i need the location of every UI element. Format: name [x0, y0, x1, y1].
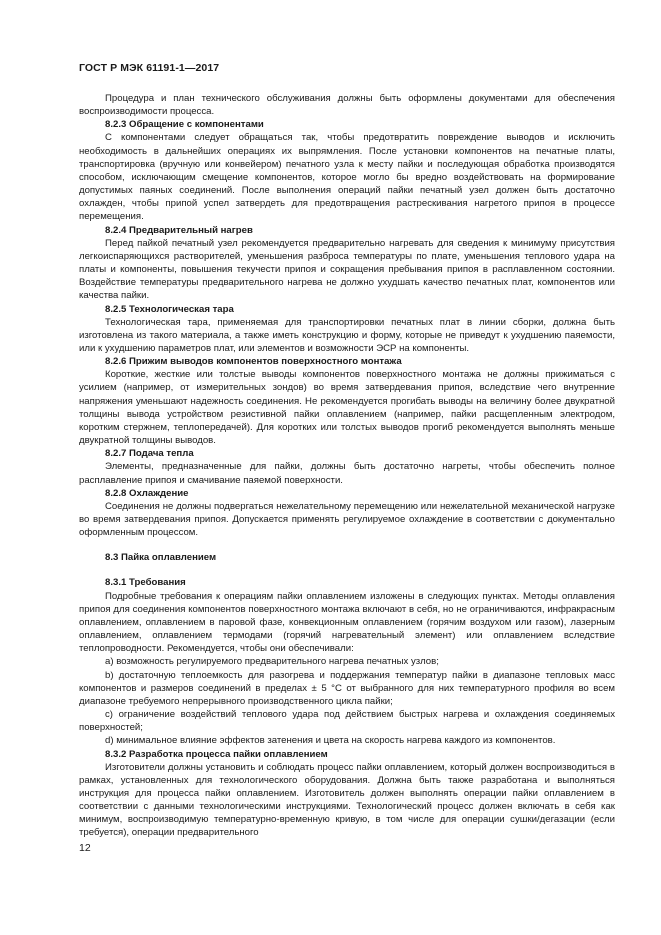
section-8-2-8-text: Соединения не должны подвергаться нежелательному перемещению или нежелательной механической нагрузке во время затвердевания припоя. Допускается применять регулируемое охлаждение в соответствии с документально оформленным процессом. [79, 500, 615, 539]
section-8-3-2-heading: 8.3.2 Разработка процесса пайки оплавлением [105, 748, 328, 760]
section-8-2-6-text: Короткие, жесткие или толстые выводы компонентов поверхностного монтажа не должны прижиматься с усилием (например, от измерительных зондов) во время затвердевания припоя, вследствие чего внутренние напряжения уменьшают надежность соединения. Не рекомендуется прогибать выводы на величину более двукратной толщины вывода устройством резистивной пайки оплавлением (например, пайки расщепленным электродом, коротким стержнем, теплопередачей). Для коротких или толстых выводов прогиб рекомендуется выполнять меньше двукратной толщины выводов. [79, 369, 615, 447]
section-8-2-5-heading: 8.2.5 Технологическая тара [105, 303, 234, 315]
document-body [79, 92, 615, 840]
section-8-3-2-text: Изготовители должны установить и соблюдать процесс пайки оплавлением, который должен воспроизводиться в рамках, установленных для технологического оборудования. Должна быть также разработана и выполняться инструкция для процесса пайки оплавлением. Изготовитель должен выполнять операции пайки оплавлением в соответствии с данными технологическими инструкциями. Технологический процесс должен включать в себя как минимум, воспроизводимую температурно-временную кривую, в том числе для операции сушки/дегазации (если требуется), операции предварительного [79, 761, 615, 839]
page-number: 12 [79, 842, 91, 854]
section-8-3-heading: 8.3 Пайка оплавлением [105, 552, 217, 564]
section-spacer [79, 539, 615, 551]
section-8-3-1-heading: 8.3.1 Требования [105, 577, 186, 589]
section-8-2-3-heading: 8.2.3 Обращение с компонентами [105, 119, 264, 131]
section-spacer [79, 564, 615, 576]
section-8-2-4-heading: 8.2.4 Предварительный нагрев [105, 224, 253, 236]
list-item: b) достаточную теплоемкость для разогрева и поддержания температур пайки в диапазоне тепловых масс компонентов и размеров соединений в пределах ± 5 °С от выбранного для них температурного профиля во всем диапазоне требуемого непрерывного производственного цикла пайки; [79, 669, 615, 707]
section-8-2-4-text: Перед пайкой печатный узел рекомендуется предварительно нагревать для сведения к минимуму присутствия легкоиспаряющихся растворителей, уменьшения разброса температуры по плате, уменьшения теплового удара на платы и компоненты, повышения текучести припоя и сокращения пребывания припоя в расплавленном состоянии. Воздействие температуры предварительного нагрева не должно ухудшать качество печатных плат, компонентов или качества пайки. [79, 237, 615, 302]
list-item: d) минимальное влияние эффектов затенения и цвета на скорость нагрева каждого из компонентов. [105, 735, 556, 747]
list-item: c) ограничение воздействий теплового удара под действием быстрых нагрева и охлаждения соединяемых поверхностей; [79, 709, 615, 734]
document-header: ГОСТ Р МЭК 61191-1—2017 [79, 62, 220, 74]
section-8-2-3-text: С компонентами следует обращаться так, чтобы предотвратить повреждение выводов и исключить необходимость в дальнейших операциях их выпрямления. После установки компонентов на печатные платы, транспортировка (вручную или конвейером) печатного узла к месту пайки и последующая обработка производятся способом, исключающим смещение компонентов, которое могло бы вредно воздействовать на формирование допустимых паяных соединений. После выполнения операций пайки печатный узел должен быть достаточно охлажден, чтобы припой успел затвердеть для предотвращения растрескивания нагретого припоя в процессе перемещения. [79, 132, 615, 223]
list-item: a) возможность регулируемого предварительного нагрева печатных узлов; [105, 656, 439, 668]
section-8-3-1-text: Подробные требования к операциям пайки оплавлением изложены в следующих пунктах. Методы оплавления припоя для соединения компонентов поверхностного монтажа включают в себя, но не ограничиваются, инфракрасным оплавлением, оплавлением в паровой фазе, конвекционным оплавлением (горячим воздухом или газом), лазерным оплавлением, оплавлением термодами (горячий нагревательный элемент) или оплавлением вследствие теплопроводности. Рекомендуется, чтобы они обеспечивали: [79, 590, 615, 655]
section-8-2-6-heading: 8.2.6 Прижим выводов компонентов поверхностного монтажа [105, 356, 402, 368]
section-8-2-7-heading: 8.2.7 Подача тепла [105, 448, 194, 460]
section-8-2-5-text: Технологическая тара, применяемая для транспортировки печатных плат в линии сборки, должна быть изготовлена из такого материала, а также иметь конструкцию и форму, которые не приведут к ухудшению паяемости, или к ухудшению параметров плат, или элементов и возможности ЭСР на компоненты. [79, 316, 615, 354]
intro-paragraph: Процедура и план технического обслуживания должны быть оформлены документами для обеспечения воспроизводимости процесса. [79, 93, 615, 118]
section-8-2-8-heading: 8.2.8 Охлаждение [105, 487, 189, 499]
section-8-2-7-text: Элементы, предназначенные для пайки, должны быть достаточно нагреты, чтобы обеспечить полное расплавление припоя и смачивание паяемой поверхности. [79, 461, 615, 486]
